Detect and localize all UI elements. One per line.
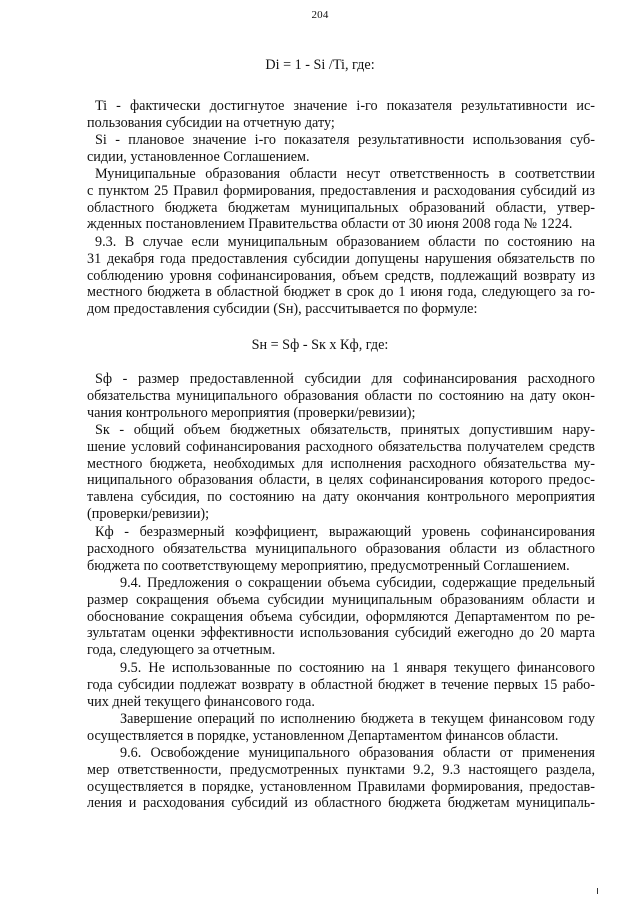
- formula-d: Di = 1 - Si /Ti, где:: [265, 57, 375, 73]
- paragraph-budget-completion: [87, 711, 595, 745]
- text-line: местного бюджета, необходимых для исполнения расходного обязательства му-: [87, 455, 595, 472]
- text-line: 31 декабря года предоставления субсидии допущены нарушения обязательств по: [87, 250, 595, 267]
- text-line: Sк - общий объем бюджетных обязательств, принятых допустившим нару-: [95, 422, 595, 438]
- text-line: областного бюджета бюджетам муниципальных образований области, утвер-: [87, 199, 595, 216]
- text-line: шение условий софинансирования расходного обязательства получателем средств: [87, 438, 595, 455]
- text-line: осуществляется в порядке, установленном Департаментом финансов области.: [87, 727, 559, 744]
- paragraph-si-definition: [87, 132, 595, 166]
- text-line: 9.5. Не использованные по состоянию на 1 января текущего финансового: [120, 660, 595, 676]
- paragraph-9-5: [87, 660, 595, 710]
- formula-sn: Sн = Sф - Sк x Кф, где:: [251, 337, 389, 353]
- text-line: бюджета по соответствующему мероприятию, предусмотренный Соглашением.: [87, 557, 570, 574]
- text-line: размер сокращения объема субсидии муниципальным образованиям области и: [87, 591, 595, 608]
- text-line: Ti - фактически достигнутое значение i-го показателя результативности ис-: [95, 98, 595, 114]
- text-line: соблюдению уровня софинансирования, объем средств, подлежащий возврату из: [87, 267, 595, 284]
- text-line: Si - плановое значение i-го показателя результативности использования суб-: [95, 132, 595, 148]
- text-line: с пунктом 25 Правил формирования, предоставления и расходования субсидий из: [87, 182, 595, 199]
- text-line: чих дней текущего финансового года.: [87, 693, 315, 710]
- scan-edge-mark: [597, 888, 598, 894]
- text-line: 9.4. Предложения о сокращении объема субсидии, содержащие предельный: [120, 575, 595, 591]
- text-line: местного бюджета в областной бюджет в срок до 1 июня года, следующего за го-: [87, 284, 595, 301]
- paragraph-sf-definition: [87, 371, 595, 421]
- paragraph-9-3: [87, 234, 595, 318]
- paragraph-ti-definition: [87, 98, 595, 132]
- text-line: Sф - размер предоставленной субсидии для софинансирования расходного: [95, 371, 595, 387]
- text-line: (проверки/ревизии);: [87, 505, 210, 522]
- text-line: Муниципальные образования области несут ответственность в соответствии: [95, 166, 595, 182]
- text-line: расходного обязательства муниципального образования области из областного: [87, 540, 595, 557]
- paragraph-kf-definition: [87, 524, 595, 574]
- text-line: Завершение операций по исполнению бюджета в текущем финансовом году: [120, 711, 595, 727]
- text-line: года, следующего за отчетным.: [87, 642, 276, 659]
- paragraph-sk-definition: [87, 422, 595, 523]
- page-number: 204: [311, 9, 329, 21]
- text-line: ления и расходования субсидий из областного бюджета бюджетам муниципаль-: [87, 795, 595, 812]
- text-line: 9.3. В случае если муниципальным образованием области по состоянию на: [95, 234, 595, 250]
- text-line: зультатам оценки эффективности использования субсидий ежегодно до 20 марта: [87, 625, 595, 642]
- text-line: года субсидии подлежат возврату в областной бюджет в течение первых 15 рабо-: [87, 676, 595, 693]
- text-line: осуществляется в порядке, установленном Правилами формирования, предостав-: [87, 778, 595, 795]
- paragraph-responsibility: [87, 166, 595, 233]
- text-line: мер ответственности, предусмотренных пунктами 9.2, 9.3 настоящего раздела,: [87, 761, 595, 778]
- text-line: ниципального образования области, в целях софинансирования которого предос-: [87, 472, 595, 489]
- text-line: тавлена субсидия, по состоянию на дату окончания контрольного мероприятия: [87, 489, 595, 506]
- text-line: Кф - безразмерный коэффициент, выражающий уровень софинансирования: [95, 524, 595, 540]
- paragraph-9-4: [87, 575, 595, 659]
- text-line: 9.6. Освобождение муниципального образования области от применения: [120, 745, 595, 761]
- text-line: сидии, установленное Соглашением.: [87, 148, 310, 165]
- text-line: пользования субсидии на отчетную дату;: [87, 114, 335, 131]
- text-line: дом предоставления субсидии (Sн), рассчитывается по формуле:: [87, 301, 478, 318]
- paragraph-9-6: [87, 745, 595, 812]
- text-line: обоснование сокращения объема субсидии, оформляются Департаментом по ре-: [87, 608, 595, 625]
- text-line: чания контрольного мероприятия (проверки/ревизии);: [87, 404, 416, 421]
- text-line: обязательства муниципального образования области по состоянию на дату окон-: [87, 387, 595, 404]
- text-line: жденных постановлением Правительства области от 30 июня 2008 года № 1224.: [87, 216, 573, 233]
